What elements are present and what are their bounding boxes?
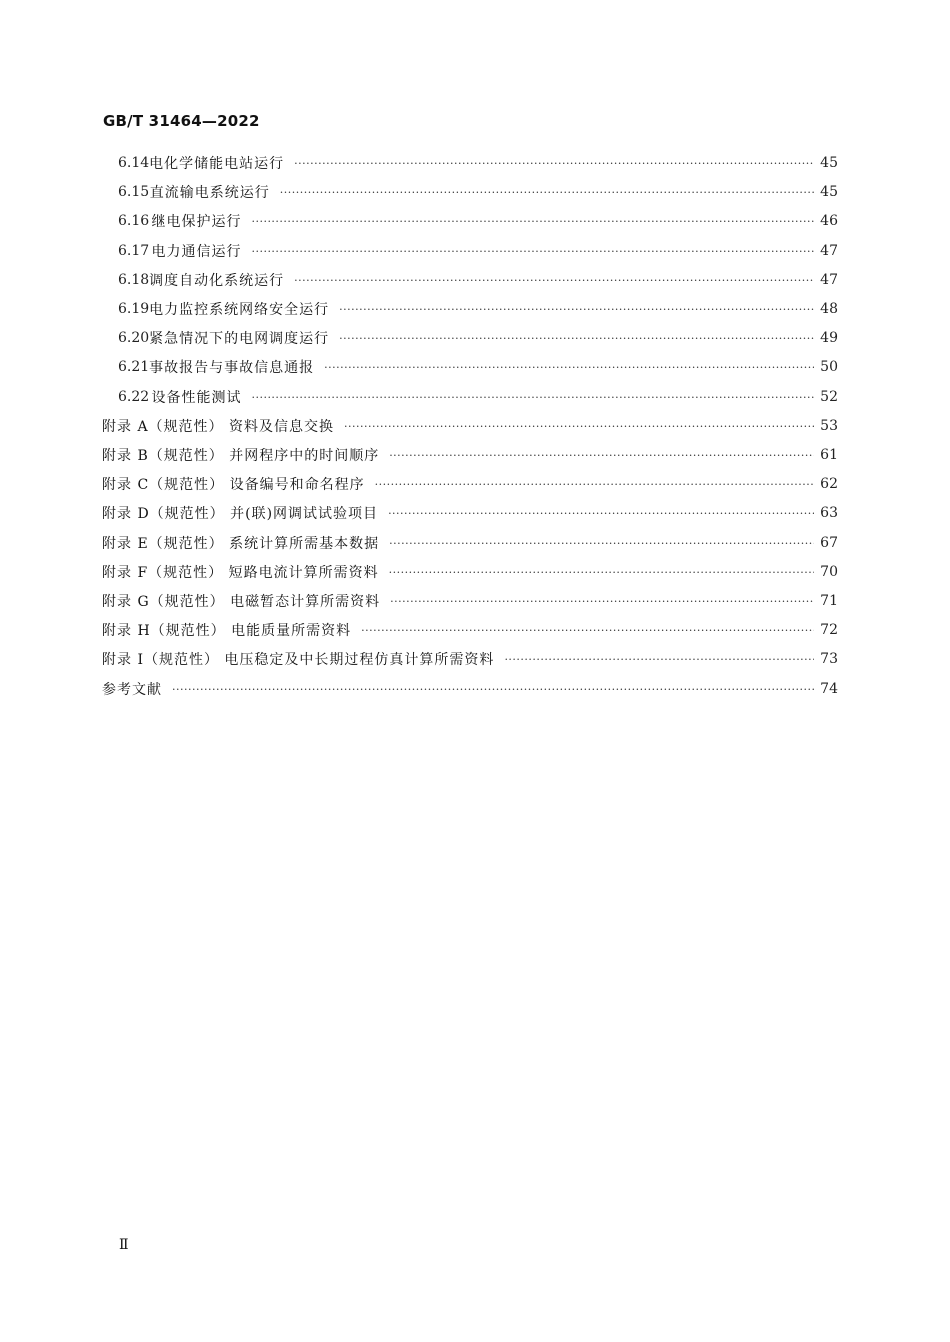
toc-entry[interactable] <box>102 678 838 700</box>
toc-entry-title: 调度自动化系统运行 <box>149 273 285 289</box>
toc-entry-page: 53 <box>820 418 838 434</box>
toc-entry[interactable] <box>118 269 838 291</box>
toc-entry-number: 6.19 <box>118 301 150 317</box>
toc-entry-page: 67 <box>820 535 838 551</box>
toc-entry[interactable] <box>118 386 838 408</box>
toc-entry[interactable] <box>102 444 838 466</box>
toc-entry-title: 附录 G（规范性） 电磁暂态计算所需资料 <box>102 594 381 610</box>
toc-leader-dots <box>504 653 814 666</box>
toc-entry-title: 附录 A（规范性） 资料及信息交换 <box>102 419 335 435</box>
toc-entry-page: 72 <box>820 622 838 638</box>
toc-entry-page: 46 <box>820 213 838 229</box>
toc-entry[interactable] <box>118 210 838 232</box>
toc-entry-number: 6.15 <box>118 184 150 200</box>
toc-leader-dots <box>390 595 814 608</box>
document-code: GB/T 31464—2022 <box>103 112 260 130</box>
toc-entry-page: 71 <box>820 593 838 609</box>
toc-entry-title: 附录 B（规范性） 并网程序中的时间顺序 <box>102 448 380 464</box>
toc-entry-number: 6.16 <box>118 213 150 229</box>
toc-entry-page: 47 <box>820 243 838 259</box>
toc-leader-dots <box>280 186 814 199</box>
toc-entry-title: 设备性能测试 <box>151 390 242 406</box>
toc-leader-dots <box>172 683 814 696</box>
toc-entry-page: 63 <box>820 505 838 521</box>
toc-entry-title: 附录 H（规范性） 电能质量所需资料 <box>102 623 352 639</box>
toc-leader-dots <box>339 303 814 316</box>
toc-entry-number: 6.22 <box>118 389 150 405</box>
toc-entry-title: 参考文献 <box>102 682 162 698</box>
toc-entry-title: 附录 C（规范性） 设备编号和命名程序 <box>102 477 365 493</box>
toc-entry-title: 电力通信运行 <box>151 244 242 260</box>
toc-entry-page: 50 <box>820 359 838 375</box>
toc-entry[interactable] <box>102 502 838 524</box>
toc-entry-page: 49 <box>820 330 838 346</box>
toc-entry-number: 6.14 <box>118 155 150 171</box>
toc-entry[interactable] <box>118 356 838 378</box>
toc-leader-dots <box>389 537 814 550</box>
toc-entry-page: 48 <box>820 301 838 317</box>
toc-leader-dots <box>389 449 814 462</box>
toc-entry-title: 附录 E（规范性） 系统计算所需基本数据 <box>102 536 380 552</box>
toc-entry-title: 电化学储能电站运行 <box>149 156 285 172</box>
toc-leader-dots <box>251 391 814 404</box>
toc-entry-title: 附录 F（规范性） 短路电流计算所需资料 <box>102 565 379 581</box>
toc-entry-title: 附录 I（规范性） 电压稳定及中长期过程仿真计算所需资料 <box>102 652 495 668</box>
toc-entry-title: 紧急情况下的电网调度运行 <box>149 331 330 347</box>
toc-entry-page: 62 <box>820 476 838 492</box>
toc-leader-dots <box>388 507 814 520</box>
toc-entry[interactable] <box>118 152 838 174</box>
toc-leader-dots <box>361 624 814 637</box>
toc-entry-title: 电力监控系统网络安全运行 <box>149 302 330 318</box>
toc-entry-title: 附录 D（规范性） 并(联)网调试试验项目 <box>102 506 379 522</box>
toc-entry[interactable] <box>102 561 838 583</box>
toc-entry-page: 47 <box>820 272 838 288</box>
toc-leader-dots <box>294 274 814 287</box>
toc-leader-dots <box>294 157 814 170</box>
toc-entry-title: 继电保护运行 <box>151 214 242 230</box>
toc-entry-title: 直流输电系统运行 <box>149 185 270 201</box>
toc-entry-number: 6.18 <box>118 272 150 288</box>
toc-entry-page: 45 <box>820 155 838 171</box>
toc-entry[interactable] <box>102 415 838 437</box>
page-number: Ⅱ <box>119 1237 129 1253</box>
toc-leader-dots <box>375 478 815 491</box>
toc-entry-page: 74 <box>820 681 838 697</box>
toc-entry[interactable] <box>102 619 838 641</box>
toc-entry-title: 事故报告与事故信息通报 <box>149 360 315 376</box>
toc-leader-dots <box>324 361 814 374</box>
toc-entry-number: 6.21 <box>118 359 150 375</box>
toc-entry-page: 61 <box>820 447 838 463</box>
toc-entry-number: 6.17 <box>118 243 150 259</box>
toc-entry[interactable] <box>102 648 838 670</box>
toc-leader-dots <box>389 566 815 579</box>
toc-leader-dots <box>339 332 814 345</box>
toc-entry[interactable] <box>118 327 838 349</box>
toc-entry[interactable] <box>102 473 838 495</box>
toc-entry-page: 45 <box>820 184 838 200</box>
toc-entry[interactable] <box>102 532 838 554</box>
toc-entry[interactable] <box>118 298 838 320</box>
toc-entry[interactable] <box>102 590 838 612</box>
toc-entry-number: 6.20 <box>118 330 150 346</box>
toc-leader-dots <box>344 420 814 433</box>
toc-entry[interactable] <box>118 181 838 203</box>
toc-entry[interactable] <box>118 240 838 262</box>
toc-entry-page: 73 <box>820 651 838 667</box>
toc-leader-dots <box>251 245 814 258</box>
toc-entry-page: 52 <box>820 389 838 405</box>
toc-leader-dots <box>251 215 814 228</box>
toc-entry-page: 70 <box>820 564 838 580</box>
